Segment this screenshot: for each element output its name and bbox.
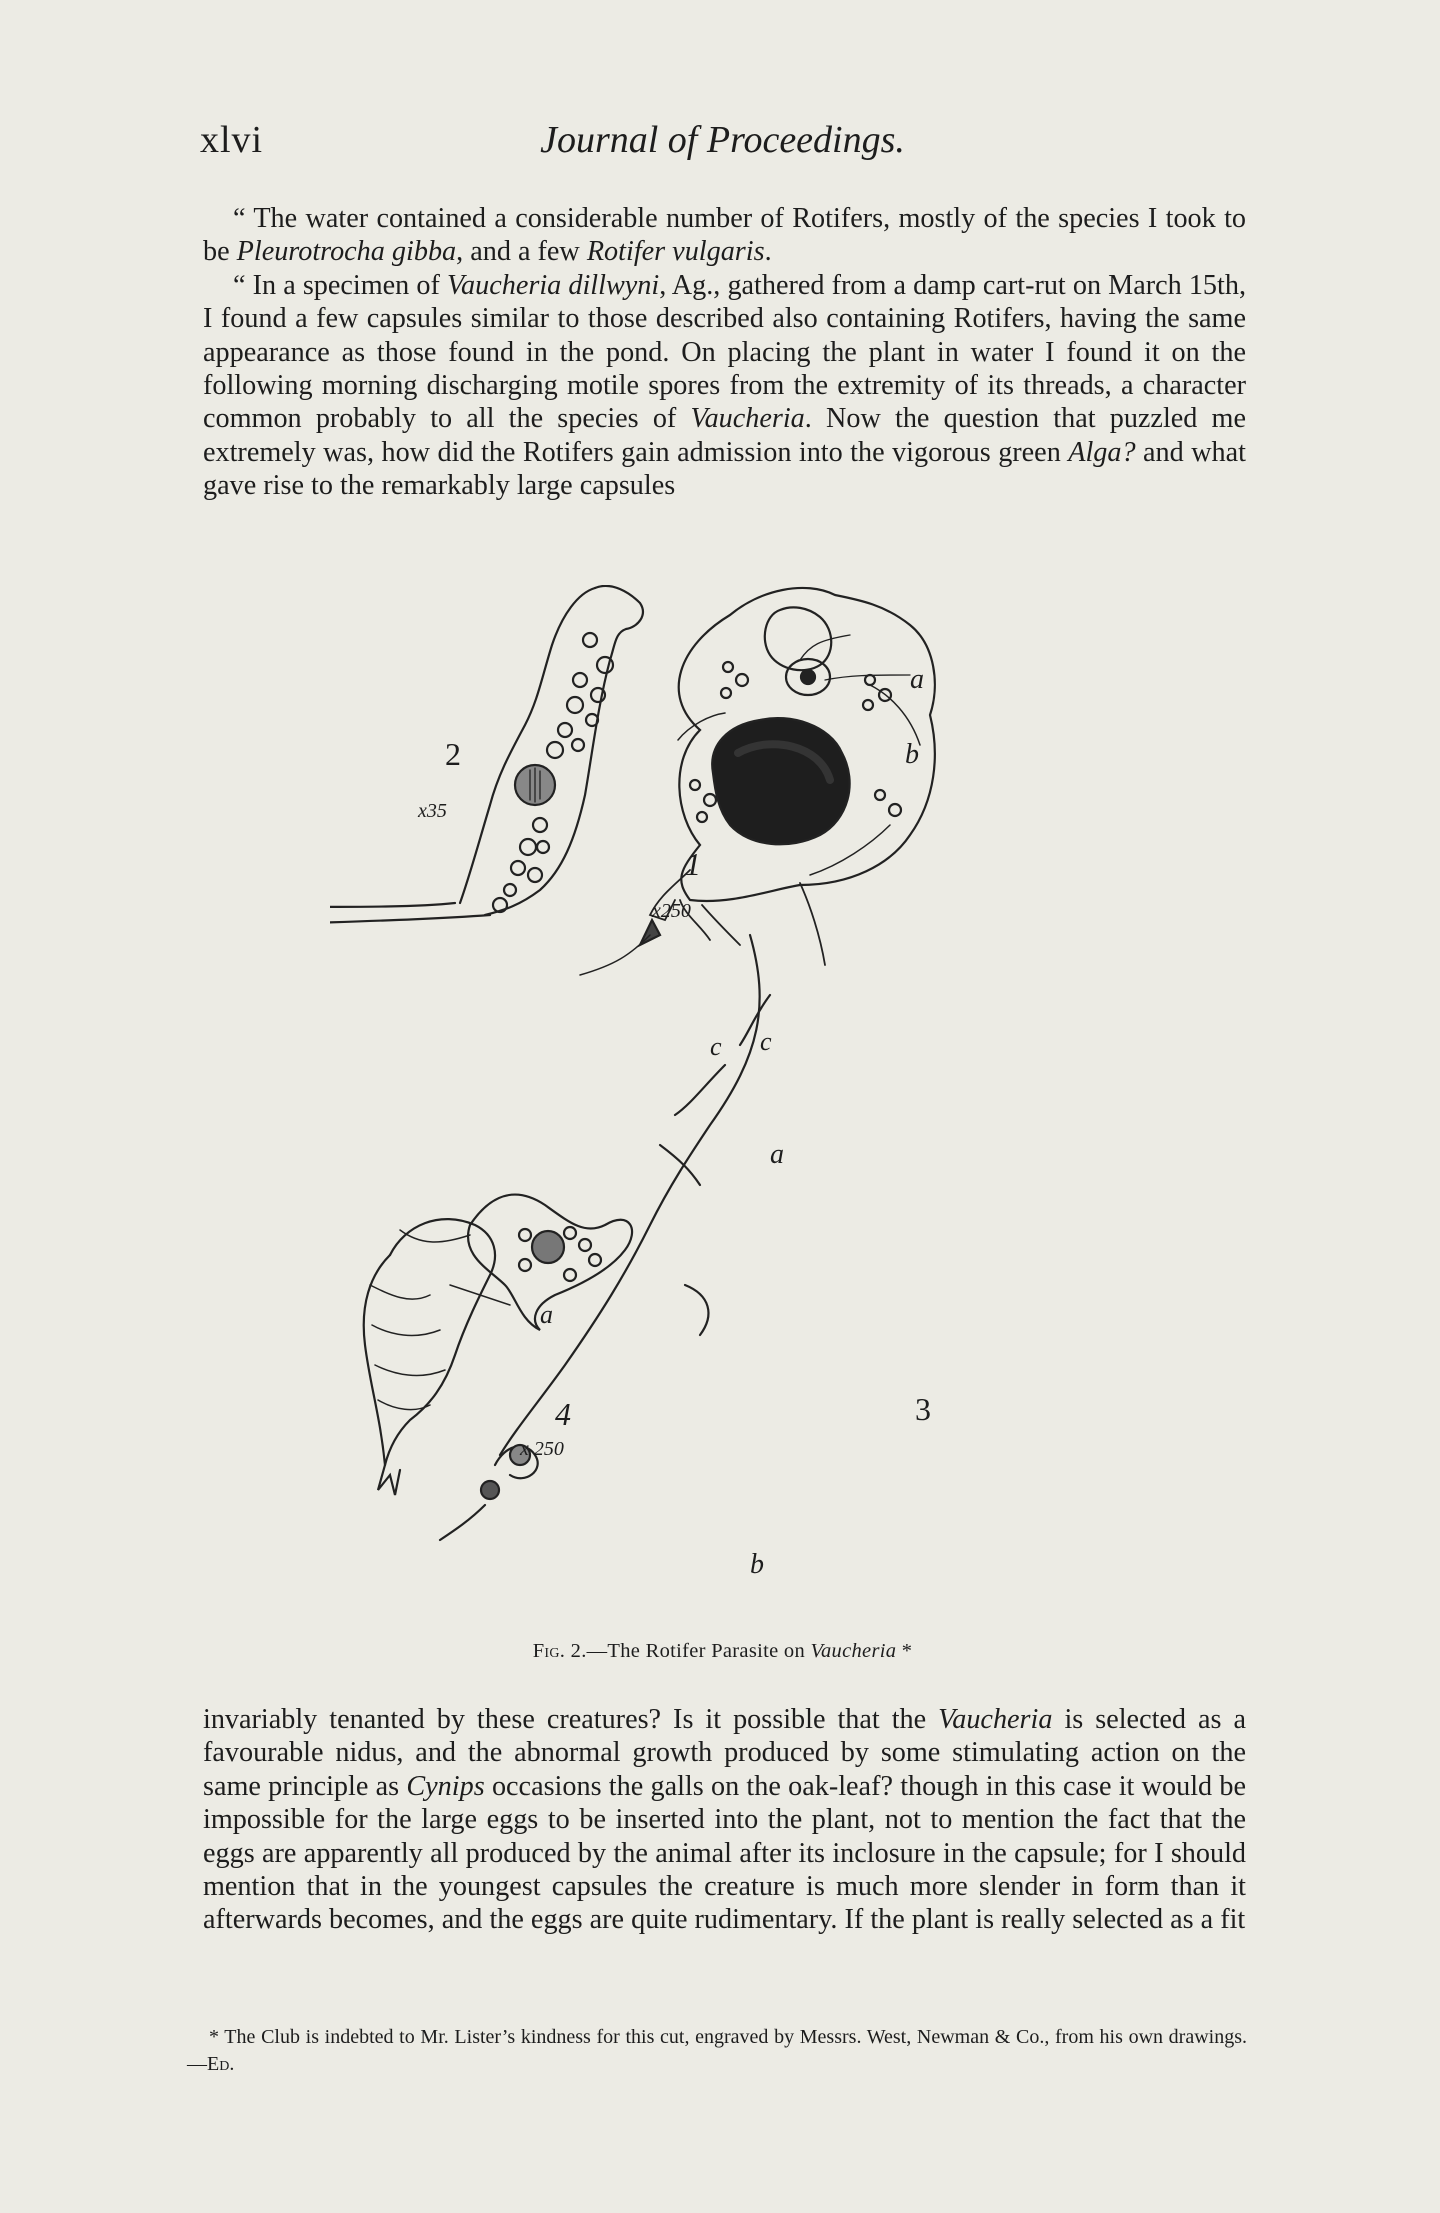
alga-term: Alga? xyxy=(1068,436,1136,468)
caption-title: . 2.—The Rotifer Parasite on xyxy=(559,1640,811,1662)
fig4-number-label: 4 xyxy=(555,1396,571,1432)
footnote-text xyxy=(187,2024,1247,2078)
paragraph-continuation xyxy=(203,1703,1246,1937)
text-run: “ The water contained a considerable number of Rotifers, mostly of the species I took to be xyxy=(203,203,1246,268)
caption-genus: Vaucheria xyxy=(810,1640,897,1662)
species-name: Rotifer vulgaris xyxy=(586,236,765,268)
fig1-label-b: b xyxy=(905,739,919,770)
page-header xyxy=(200,118,1245,168)
caption-footnote-mark: * xyxy=(896,1640,913,1662)
body-text-top xyxy=(203,202,1246,503)
text-run: is selected as a favourable nidus, and the abnormal growth produced by some stimulating action on the same principle as xyxy=(203,1704,1246,1802)
fig4-label-a: a xyxy=(540,1300,553,1329)
text-run: * The Club is indebted to Mr. Lister’s kindness for this cut, engraved by Messrs. West, Newman & Co., from his own drawings.— xyxy=(187,2026,1247,2075)
text-run: . xyxy=(764,236,772,268)
fig3-label-b: b xyxy=(750,1549,764,1580)
fig4-magnification-label: x 250 xyxy=(520,1438,564,1460)
text-run: . xyxy=(229,2053,235,2075)
fig3-label-a: a xyxy=(770,1139,784,1170)
footnote-editor: Ed xyxy=(207,2053,230,2075)
figure-illustration xyxy=(330,585,1230,1620)
species-name: Vaucheria dillwyni xyxy=(446,269,660,301)
text-run: occasions the galls on the oak-leaf? though in this case it would be impossible for the large eggs to be inserted into the plant, not to mention the fact that the eggs are apparently all produced by the animal after its inclosure in the capsule; for I should mention that in the youngest capsules the creature is much more slender in form than it afterwards becomes, and the eggs are quite rudimentary. If the plant is really selected as a fit xyxy=(203,1770,1246,1936)
page-number: xlvi xyxy=(200,119,264,161)
fig1-magnification-label: x250 xyxy=(652,900,691,922)
running-head: Journal of Proceedings. xyxy=(540,119,905,161)
text-run: and what gave rise to the remarkably large capsules xyxy=(203,436,1246,502)
fig1-label-c-right: c xyxy=(760,1027,772,1056)
species-name: Pleurotrocha gibba xyxy=(236,236,457,268)
fig1-label-c-left: c xyxy=(710,1032,722,1061)
figure-2-capsule-drawing xyxy=(330,586,643,925)
engraved-figure-rotifer-parasite xyxy=(330,585,1230,1620)
fig3-number-label: 3 xyxy=(915,1391,931,1427)
text-run: . Now the question that puzzled me extremely was, how did the Rotifers gain admission into the vigorous green xyxy=(203,403,1246,468)
fig2-magnification-label: x35 xyxy=(418,800,447,822)
figure-1-capsule-drawing xyxy=(580,588,935,975)
fig1-number-label: 1 xyxy=(685,846,701,882)
fig2-number-label: 2 xyxy=(445,736,461,772)
paragraph-vaucheria-specimen xyxy=(203,269,1246,503)
genus-name: Cynips xyxy=(406,1770,485,1802)
footnote xyxy=(187,2024,1247,2078)
body-text-bottom xyxy=(203,1703,1246,1937)
figure-4-rotifer-drawing xyxy=(364,1219,510,1495)
fig1-label-a: a xyxy=(910,664,924,695)
text-run: , and a few xyxy=(456,236,587,268)
caption-fig-abbrev: Fig xyxy=(532,1640,560,1662)
genus-name: Vaucheria xyxy=(690,403,805,435)
paragraph-water-rotifers xyxy=(203,202,1246,269)
text-run: invariably tenanted by these creatures? Is it possible that the xyxy=(203,1704,939,1735)
text-run: , Ag., gathered from a damp cart-rut on March 15th, I found a few capsules similar to those described also containing Rotifers, having the same appearance as those found in the pond. On placing the plant in water I found it on the following morning discharging motile spores from the extremity of its threads, a character common probably to all the species of xyxy=(203,269,1246,435)
genus-name: Vaucheria xyxy=(938,1704,1053,1735)
figure-caption xyxy=(200,1640,1245,1663)
text-run: “ In a specimen of xyxy=(233,269,447,301)
